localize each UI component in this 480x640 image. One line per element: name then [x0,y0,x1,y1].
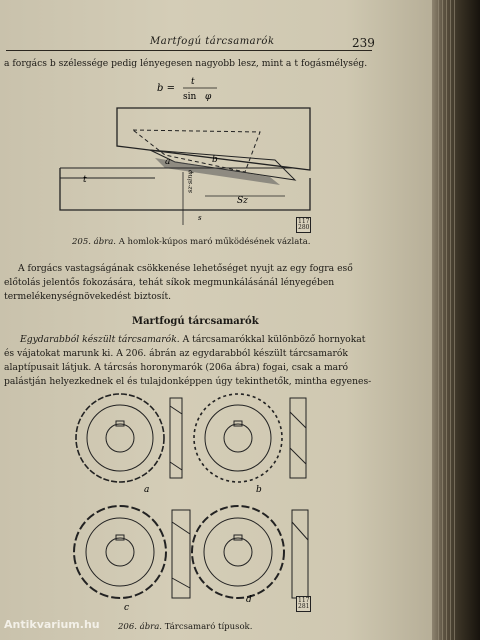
label-a: a [165,157,171,167]
label-sz: Sz [237,196,248,206]
intro-line: a forgács b szélessége pedig lényegesen nagyobb lesz, mint a t fogásmélység. [4,58,368,69]
paragraph1-line3: termelékenységnövekedést biztosít. [4,291,172,302]
cutter-a [76,394,182,495]
figure-205-milling-sketch [55,100,315,235]
figure-205-caption: 205. ábra. A homlok-kúpos maró működésének vázlata. [72,237,311,247]
section-line3: alaptípusait látjuk. A tárcsás horonymarók (206a ábra) fogai, csak a maró [4,362,349,373]
page-number: 239 [352,36,375,50]
figure-206-id-box: 117 281 [298,597,310,610]
section-title: Martfogú tárcsamarók [132,316,259,327]
figure-206-cutter-types [60,392,330,624]
label-s: s [198,214,202,222]
figure-205-id-box: 117 280 [298,218,310,231]
section-line2: és vájatokat marunk ki. A 206. ábrán az egydarabból készült tárcsamarók [4,348,348,359]
svg-text:b =: b = [157,83,175,94]
page-edges [438,0,458,640]
label-b: b [212,155,218,165]
label-sz-sin: sz·sinφ [186,170,194,193]
svg-text:b: b [256,485,262,495]
watermark: Antikvarium.hu [4,618,100,631]
header-rule [6,50,372,51]
svg-text:φ: φ [205,92,212,102]
paragraph1-line1: A forgács vastagságának csökkenése lehetőséget nyujt az egy fogra eső [18,263,353,274]
cutter-c [74,506,190,613]
svg-text:t: t [191,77,195,87]
cutter-d [192,506,308,605]
svg-text:d: d [246,595,252,605]
svg-text:c: c [124,603,130,613]
svg-text:a: a [144,485,150,495]
cutter-b [194,394,306,495]
section-line4: palástján helyezkednek el és tulajdonképpen úgy tekinthetők, mintha egyenes- [4,376,372,387]
svg-text:sin: sin [183,92,197,102]
figure-206-caption: 206. ábra. Tárcsamaró típusok. [118,622,253,632]
section-line1: Egydarabból készült tárcsamarók. A tárcsamarókkal különböző hornyokat [20,334,366,345]
label-t: t [83,175,87,185]
workpiece [60,168,310,210]
paragraph1-line2: előtolás jelentős fokozására, tehát síkok megmunkálásánál lényegében [4,277,335,288]
running-title: Martfogú tárcsamarók [150,36,275,47]
